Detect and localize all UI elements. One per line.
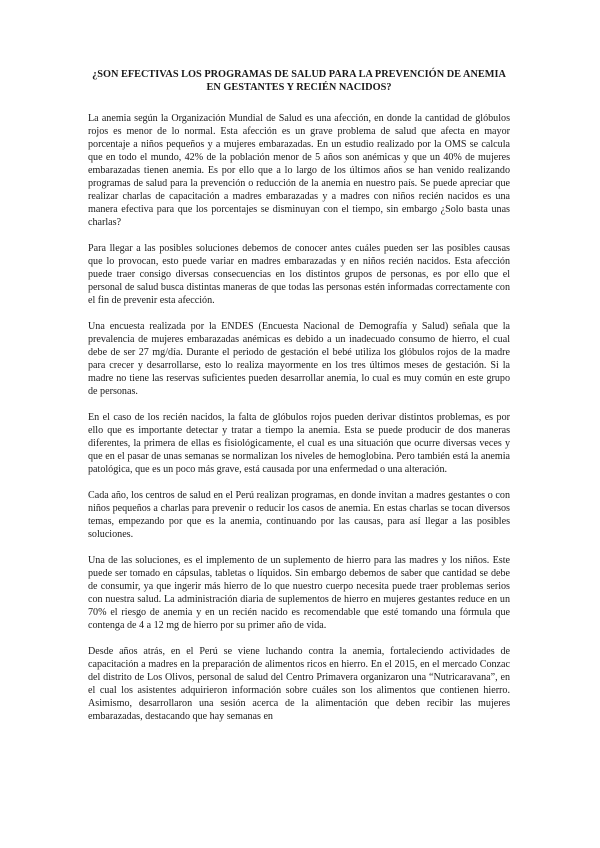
paragraph-1: La anemia según la Organización Mundial de Salud es una afección, en donde la cantidad de glóbulos rojos es menor de lo normal. Esta afección es un grave problema de salud que afecta en mayor porcentaje a niños pequeños y a mujeres embarazadas. En un estudio realizado por la OMS se calcula que en todo el mundo, 42% de la población menor de 5 años son anémicas y que un 40% de mujeres embarazadas tienen anemia. Es por ello que a lo largo de los últimos años se han venido realizando programas de salud para la prevención o reducción de la anemia en nuestro país. Se puede apreciar que realizar charlas de capacitación a madres embarazadas y a madres con niños recién nacidos es una manera efectiva para que los porcentajes se disminuyan con el tiempo, sin embargo ¿Solo basta unas charlas? — [88, 113, 510, 228]
paragraph-3: Una encuesta realizada por la ENDES (Encuesta Nacional de Demografía y Salud) señala que la prevalencia de mujeres embarazadas anémicas es debido a un inadecuado consumo de hierro, el cual debe de ser 27 mg/día. Durante el periodo de gestación el bebé utiliza los glóbulos rojos de la madre para crecer y desarrollarse, esto lo realiza mayormente en los tres últimos meses de gestación. Si la madre no tiene las reservas suficientes pueden desarrollar anemia, lo cual es muy común en este grupo de personas. — [88, 321, 510, 397]
paragraph-2: Para llegar a las posibles soluciones debemos de conocer antes cuáles pueden ser las posibles causas que lo provocan, esto puede variar en madres embarazadas y en niños recién nacidos. Esta afección puede traer consigo diversas consecuencias en los distintos grupos de personas, es por ello que el personal de salud busca distintas maneras de que todas las personas estén informadas correctamente con el fin de prevenir esta afección. — [88, 243, 510, 306]
paragraph-5: Cada año, los centros de salud en el Perú realizan programas, en donde invitan a madres gestantes o con niños pequeños a charlas para prevenir o reducir los casos de anemia. En estas charlas se tocan diversos temas, empezando por que es la anemia, continuando por las causas, para así llegar a las posibles soluciones. — [88, 490, 510, 540]
document-body — [88, 68, 510, 736]
paragraph-6: Una de las soluciones, es el implemento de un suplemento de hierro para las madres y los niños. Este puede ser tomado en cápsulas, tabletas o líquidos. Sin embargo debemos de saber que cantidad se debe de consumir, ya que ingerir más hierro de lo que nuestro cuerpo necesita puede traer problemas serios con nuestra salud. La administración diaria de suplementos de hierro en mujeres gestantes reduce en un 70% el riesgo de anemia y en un recién nacido es recomendable que esté tomando una fórmula que contenga de 4 a 12 mg de hierro por su primer año de vida. — [88, 555, 510, 631]
paragraph-7: Desde años atrás, en el Perú se viene luchando contra la anemia, fortaleciendo actividades de capacitación a madres en la preparación de alimentos ricos en hierro. En el 2015, en el mercado Conzac del distrito de Los Olivos, personal de salud del Centro Primavera organizaron una “Nutricaravana”, en el cual los asistentes adquirieron información sobre cuáles son los alimentos que contienen hierro. Asimismo, desarrollaron una sesión acerca de la alimentación que deben recibir las mujeres embarazadas, destacando que hay semanas en — [88, 646, 510, 722]
document-title: ¿SON EFECTIVAS LOS PROGRAMAS DE SALUD PARA LA PREVENCIÓN DE ANEMIA EN GESTANTES Y RECIÉN NACIDOS? — [92, 69, 506, 93]
paragraph-4: En el caso de los recién nacidos, la falta de glóbulos rojos pueden derivar distintos problemas, es por ello que es importante detectar y tratar a tiempo la anemia. Esta se puede producir de dos maneras diferentes, la primera de ellas es fisiológicamente, el cual es una situación que ocurre diversas veces y que en el pasar de unas semanas se normalizan los niveles de hemoglobina. Pero también está la anemia patológica, que es un poco más grave, está causada por una enfermedad o una alteración. — [88, 412, 510, 475]
